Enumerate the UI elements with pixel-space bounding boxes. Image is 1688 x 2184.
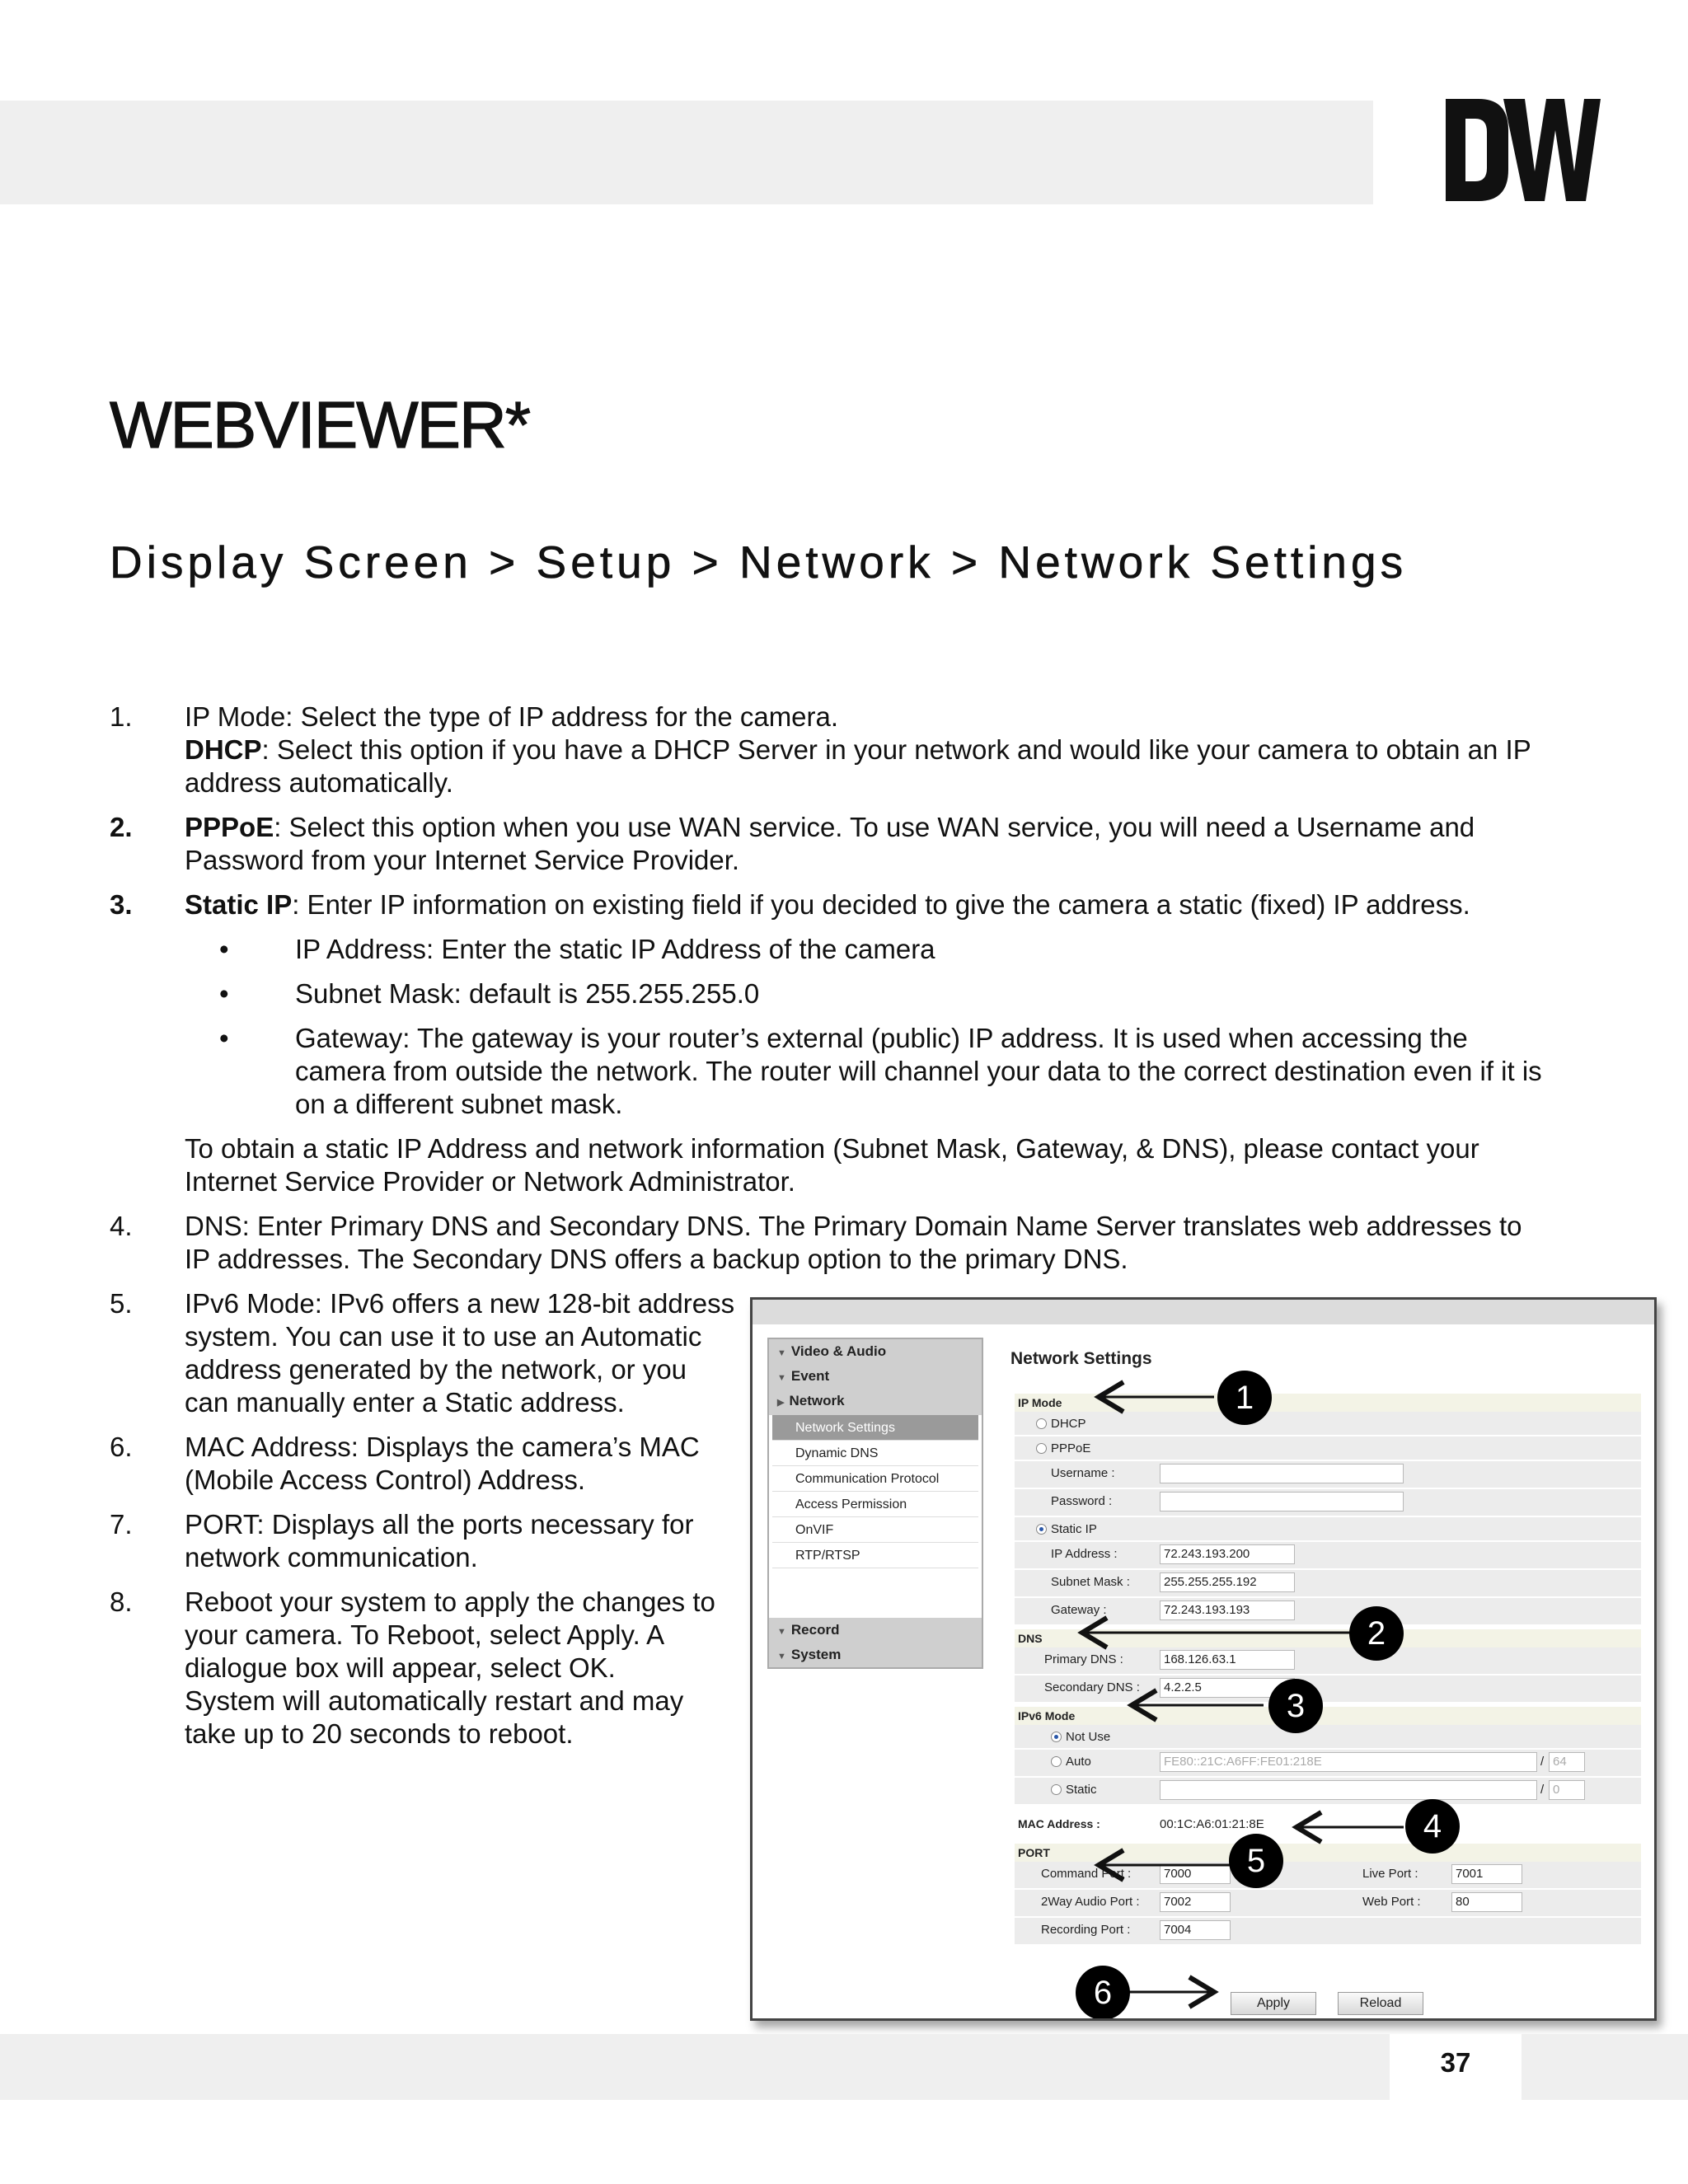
- command-port-input[interactable]: 7000: [1160, 1864, 1231, 1884]
- sidebar-item-onvif[interactable]: OnVIF: [772, 1517, 978, 1543]
- item-text: System will automatically restart and may: [185, 1685, 684, 1716]
- pppoe-text-cont: Password from your Internet Service Provider.: [185, 845, 740, 875]
- obtain-note: Internet Service Provider or Network Administrator.: [185, 1166, 795, 1197]
- web-port-label: Web Port :: [1362, 1895, 1421, 1909]
- item-text: take up to 20 seconds to reboot.: [185, 1718, 574, 1749]
- callout-3: 3: [1268, 1679, 1323, 1733]
- callout-1: 1: [1217, 1371, 1272, 1425]
- chevron-down-icon: ▼: [777, 1348, 786, 1358]
- dns-section: DNS: [1015, 1629, 1641, 1647]
- mac-value: 00:1C:A6:01:21:8E: [1160, 1817, 1264, 1831]
- callout-5: 5: [1229, 1834, 1283, 1888]
- item-text: DNS: Enter Primary DNS and Secondary DNS. The Primary Domain Name Server translates web addresses to: [185, 1211, 1522, 1241]
- dw-logo-graphic: [1444, 97, 1601, 203]
- pppoe-radio[interactable]: PPPoE: [1036, 1441, 1090, 1455]
- sidebar-item-dynamic-dns[interactable]: Dynamic DNS: [772, 1441, 978, 1466]
- sidebar-item-network-settings[interactable]: Network Settings: [772, 1415, 978, 1441]
- prefix-slash: /: [1540, 1755, 1545, 1769]
- dw-logo: [1444, 97, 1601, 203]
- item-text: MAC Address: Displays the camera’s MAC: [185, 1432, 700, 1462]
- sidebar-item-access-permission[interactable]: Access Permission: [772, 1492, 978, 1517]
- ipv6-section: IPv6 Mode: [1015, 1707, 1641, 1725]
- live-port-label: Live Port :: [1362, 1867, 1418, 1881]
- item-text: address generated by the network, or you: [185, 1354, 687, 1385]
- item-number: 4.: [110, 1211, 133, 1241]
- mac-label: MAC Address :: [1018, 1817, 1100, 1830]
- apply-button[interactable]: Apply: [1231, 1992, 1316, 2015]
- sidebar-group-record[interactable]: ▼ Record: [777, 1622, 840, 1638]
- gateway-label: Gateway :: [1051, 1603, 1107, 1617]
- dhcp-description: [185, 733, 1531, 766]
- bullet: •: [219, 1023, 229, 1053]
- pppoe-description: [185, 811, 1475, 844]
- item-text: system. You can use it to use an Automatic: [185, 1321, 702, 1352]
- item-number: 3.: [110, 889, 133, 920]
- reload-button[interactable]: Reload: [1338, 1992, 1423, 2015]
- primary-dns-label: Primary DNS :: [1044, 1652, 1123, 1666]
- web-port-input[interactable]: 80: [1451, 1892, 1522, 1912]
- audio-port-label: 2Way Audio Port :: [1041, 1895, 1140, 1909]
- audio-port-input[interactable]: 7002: [1160, 1892, 1231, 1912]
- static-v6-prefix-input[interactable]: 0: [1549, 1780, 1585, 1800]
- static-term: Static IP: [185, 889, 293, 920]
- chevron-right-icon: ▶: [777, 1398, 785, 1408]
- secondary-dns-input[interactable]: 4.2.2.5: [1160, 1678, 1295, 1698]
- bullet-text: Gateway: The gateway is your router’s external (public) IP address. It is used when accessing the: [295, 1023, 1468, 1053]
- sidebar-group-system[interactable]: ▼ System: [777, 1647, 842, 1662]
- sidebar-group-event[interactable]: ▼ Event: [777, 1368, 830, 1384]
- dhcp-radio[interactable]: DHCP: [1036, 1417, 1086, 1431]
- page-title: WEBVIEWER*: [110, 388, 529, 462]
- username-label: Username :: [1051, 1466, 1115, 1480]
- pppoe-term: PPPoE: [185, 812, 274, 842]
- auto-prefix-input[interactable]: 64: [1549, 1752, 1585, 1772]
- command-port-label: Command Port :: [1041, 1867, 1132, 1881]
- pppoe-text: : Select this option when you use WAN service. To use WAN service, you will need a Username and: [274, 812, 1475, 842]
- sidebar-group-network[interactable]: ▶ Network: [777, 1393, 845, 1408]
- item-number: 2.: [110, 812, 133, 842]
- bullet: •: [219, 978, 229, 1009]
- bullet: •: [219, 934, 229, 964]
- item-text: can manually enter a Static address.: [185, 1387, 625, 1418]
- bullet-text: Subnet Mask: default is 255.255.255.0: [295, 978, 760, 1009]
- gateway-input[interactable]: 72.243.193.193: [1160, 1601, 1295, 1620]
- network-settings-title: Network Settings: [1010, 1349, 1152, 1368]
- item-text: dialogue box will appear, select OK.: [185, 1652, 616, 1683]
- auto-address-input[interactable]: FE80::21C:A6FF:FE01:218E: [1160, 1752, 1537, 1772]
- obtain-note: To obtain a static IP Address and network information (Subnet Mask, Gateway, & DNS), please contact your: [185, 1133, 1479, 1164]
- ip-mode-section: IP Mode: [1015, 1394, 1641, 1412]
- header-band: [0, 101, 1373, 204]
- port-section: PORT: [1015, 1844, 1641, 1862]
- breadcrumb: Display Screen > Setup > Network > Network Settings: [110, 537, 1408, 588]
- callout-2: 2: [1349, 1606, 1404, 1661]
- ip-address-label: IP Address :: [1051, 1547, 1118, 1561]
- bullet-text: camera from outside the network. The router will channel your data to the correct destination even if it is: [295, 1056, 1542, 1086]
- prefix-slash: /: [1540, 1783, 1545, 1797]
- sidebar-item-communication-protocol[interactable]: Communication Protocol: [772, 1466, 978, 1492]
- item-number: 7.: [110, 1509, 133, 1540]
- static-v6-radio[interactable]: Static: [1051, 1783, 1097, 1797]
- dhcp-text: : Select this option if you have a DHCP Server in your network and would like your camera to obtain an IP: [261, 734, 1531, 765]
- secondary-dns-label: Secondary DNS :: [1044, 1680, 1140, 1694]
- recording-port-label: Recording Port :: [1041, 1923, 1131, 1937]
- ip-address-input[interactable]: 72.243.193.200: [1160, 1544, 1295, 1564]
- item-text: PORT: Displays all the ports necessary for: [185, 1509, 694, 1540]
- bullet-text: IP Address: Enter the static IP Address of the camera: [295, 934, 935, 964]
- network-settings-screenshot: [750, 1297, 1657, 2021]
- item-number: 8.: [110, 1586, 133, 1617]
- callout-6: 6: [1076, 1966, 1130, 2020]
- item-number: 6.: [110, 1432, 133, 1462]
- dhcp-text-cont: address automatically.: [185, 767, 453, 798]
- dhcp-term: DHCP: [185, 734, 262, 765]
- callout-arrows: [753, 1300, 1657, 2021]
- chevron-down-icon: ▼: [777, 1627, 786, 1637]
- sidebar-group-video-audio[interactable]: ▼ Video & Audio: [777, 1343, 887, 1359]
- item-text: Reboot your system to apply the changes to: [185, 1586, 715, 1617]
- auto-radio[interactable]: Auto: [1051, 1755, 1091, 1769]
- static-description: [185, 888, 1470, 921]
- callout-4: 4: [1405, 1799, 1460, 1854]
- item-text: IP Mode: Select the type of IP address for the camera.: [185, 701, 839, 732]
- chevron-down-icon: ▼: [777, 1373, 786, 1383]
- item-text: network communication.: [185, 1542, 478, 1572]
- subnet-input[interactable]: 255.255.255.192: [1160, 1572, 1295, 1592]
- bullet-text: on a different subnet mask.: [295, 1089, 623, 1119]
- item-text: (Mobile Access Control) Address.: [185, 1465, 586, 1495]
- subnet-label: Subnet Mask :: [1051, 1575, 1130, 1589]
- item-number: 1.: [110, 701, 133, 732]
- chevron-down-icon: ▼: [777, 1652, 786, 1661]
- item-text: IP addresses. The Secondary DNS offers a backup option to the primary DNS.: [185, 1244, 1128, 1274]
- recording-port-input[interactable]: 7004: [1160, 1920, 1231, 1940]
- password-label: Password :: [1051, 1494, 1113, 1508]
- static-ip-radio[interactable]: Static IP: [1036, 1522, 1097, 1536]
- sidebar-item-rtp-rtsp[interactable]: RTP/RTSP: [772, 1543, 978, 1568]
- live-port-input[interactable]: 7001: [1451, 1864, 1522, 1884]
- not-use-radio[interactable]: Not Use: [1051, 1730, 1110, 1744]
- item-text: your camera. To Reboot, select Apply. A: [185, 1619, 665, 1650]
- primary-dns-input[interactable]: 168.126.63.1: [1160, 1650, 1295, 1670]
- page-number: 37: [1440, 2047, 1471, 2078]
- item-number: 5.: [110, 1288, 133, 1319]
- item-text: IPv6 Mode: IPv6 offers a new 128-bit address: [185, 1288, 735, 1319]
- static-text: : Enter IP information on existing field if you decided to give the camera a static (fixed) IP address.: [292, 889, 1470, 920]
